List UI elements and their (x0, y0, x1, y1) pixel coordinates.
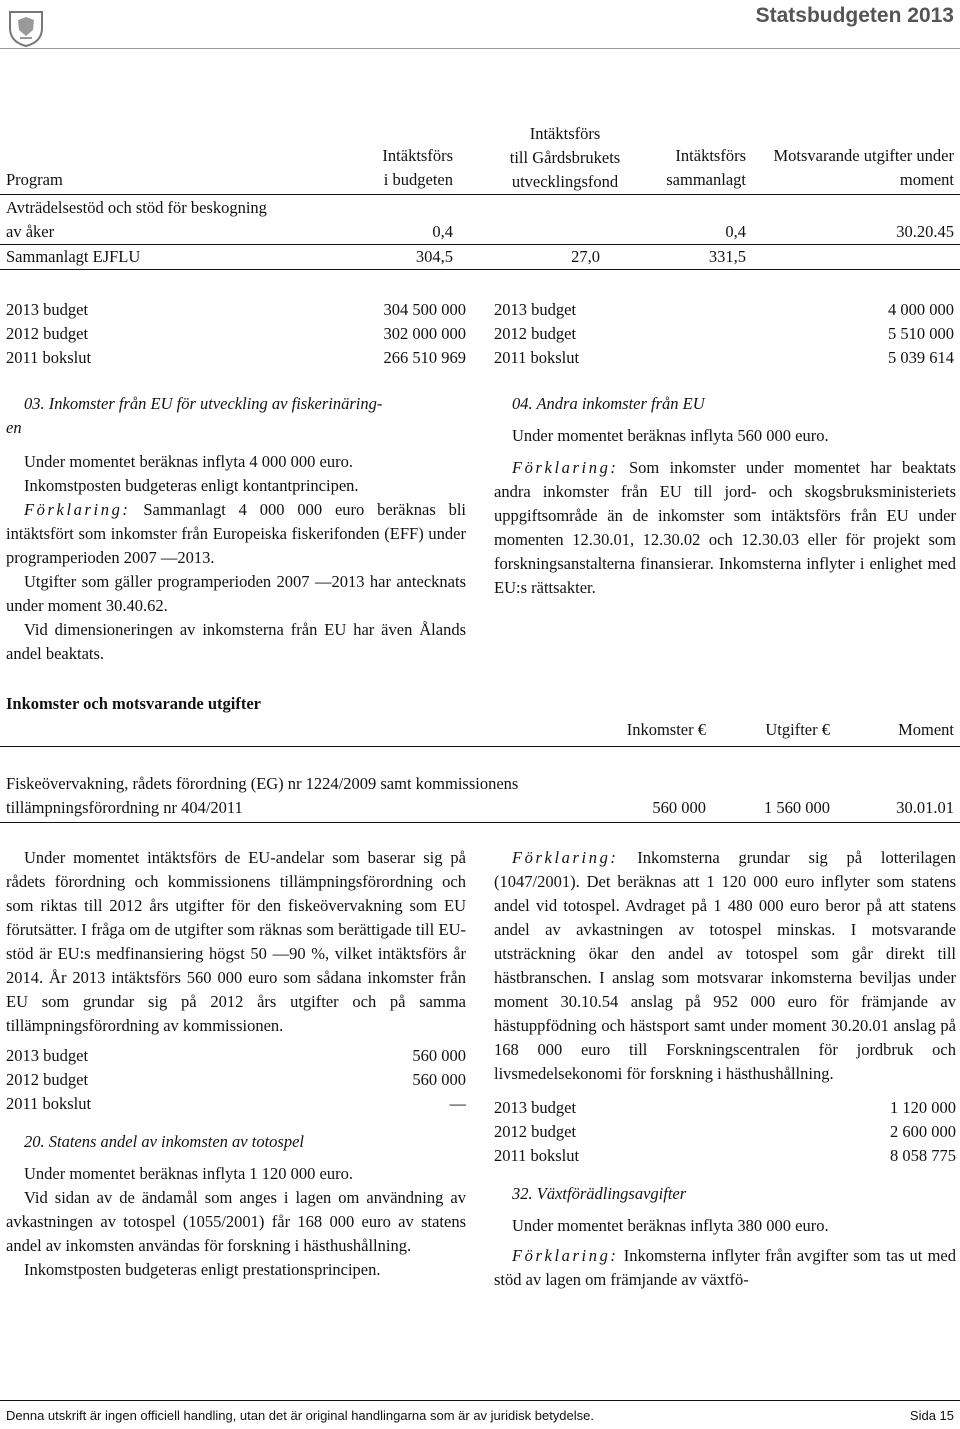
page-number: Sida 15 (909, 1408, 954, 1423)
paragraph: Under momentet beräknas inflyta 380 000 euro. (512, 1216, 829, 1235)
paragraph: Under momentet beräknas inflyta 4 000 000 euro. (24, 452, 353, 471)
table-rule (0, 194, 960, 195)
table-rule (0, 269, 960, 270)
coat-of-arms-logo (6, 8, 46, 48)
section-04 (494, 392, 956, 600)
col-fond-header: Intäktsförs till Gårdsbrukets utvecklingsfond (509, 124, 621, 191)
row-label: Avträdelsestöd och stöd för beskogning av åker (6, 198, 267, 241)
footer-rule (0, 1400, 960, 1401)
paragraph: Förklaring: Inkomsterna grundar sig på lotterilagen (1047/2001). Det beräknas att 1 120 000 euro inflyter som statens andel vid totospel. Avdraget på 1 480 000 euro beror på att statens andel av avkastningen av totospel minskas. I motsvarande utsträckning ökar den andel av totospel som går direkt till hästbranschen. I anslag som motsvarar inkomsterna beviljas under moment 30.10.54 anslag på 952 000 euro för främjande av hästuppfödning och hästsport samt under moment 30.20.01 anslag på 168 000 euro till Forskningscentralen för jordbruk och livsmedelsekonomi för forskning i hästhushållning. (494, 848, 956, 1083)
paragraph: Under momentet beräknas inflyta 560 000 euro. (512, 426, 829, 445)
table-rule (0, 822, 960, 823)
col-total-header: Intäktsförs sammanlagt (666, 146, 746, 189)
income-value: 560 000 (652, 798, 706, 817)
section-heading: 04. Andra inkomster från EU (512, 394, 705, 413)
col-program-header: Program (6, 170, 63, 189)
section-heading: 20. Statens andel av inkomsten av totospel (24, 1132, 304, 1151)
document-title: Statsbudgeten 2013 (755, 4, 954, 27)
paragraph: Förklaring: Inkomsterna inflyter från avgifter som tas ut med stöd av lagen om främjande av växtfö- (494, 1246, 956, 1289)
total-total: 331,5 (708, 247, 746, 266)
row-budget: 0,4 (432, 222, 453, 241)
paragraph: Förklaring: Som inkomster under momentet har beaktats andra inkomster från EU till jord- och skogsbruksministeriets uppgiftsområde än de inkomster som intäktsförs från EU under momenten 12.30.01, 12.30.02 och 12.30.03 eller för projekt som forskningsanstalterna finansierar. Inkomsterna inflyter i enlighet med EU:s rättsakter. (494, 458, 957, 597)
paragraph: Under momentet intäktsförs de EU-andelar som baserar sig på rådets förordning och kommissionens tillämpningsförordning och som riktas till 2012 års utgifter för den fiskeövervakning som EU förutsätter. I fråga om de utgifter som räknas som berättigade till EU-stöd är EU:s medfinansiering högst 50 —90 %, vilket intäktsförs år 2014. År 2013 intäktsförs 560 000 euro som sådana inkomster från EU som grundar sig på 2012 års utgifter och på samma tillämpningsförordning av kommissionen. (6, 848, 466, 1035)
row-moment: 30.20.45 (896, 222, 954, 241)
expense-value: 1 560 000 (764, 798, 830, 817)
total-budget: 304,5 (415, 247, 453, 266)
paragraph: Under momentet beräknas inflyta 1 120 000 euro. (24, 1164, 353, 1183)
section-heading: 32. Växtförädlingsavgifter (512, 1184, 687, 1203)
paragraph: Förklaring: Sammanlagt 4 000 000 euro beräknas bli intäktsfört som inkomster från Europeiska fiskerifonden (EFF) under programperioden 2007 —2013. (6, 500, 467, 567)
total-label: Sammanlagt EJFLU (6, 247, 141, 266)
section-heading: 03. Inkomster från EU för utveckling av fiskerinäring- (24, 394, 383, 413)
paragraph: Vid sidan av de ändamål som anges i lagen om användning av avkastningen av totospel (1055/2001) får 168 000 euro av statens andel av inkomsten användas för forskning i hästhushållning. (6, 1188, 466, 1255)
paragraph: Inkomstposten budgeteras enligt kontantprincipen. (24, 476, 359, 495)
col-income-header: Inkomster € (626, 720, 706, 739)
paragraph: Vid dimensioneringen av inkomsterna från EU har även Ålands andel beaktats. (6, 620, 466, 663)
budget-left-1: 2013 budget 304 500 000 2012 budget 302 000 000 2011 bokslut 266 510 969 (6, 300, 466, 367)
col-moment-header: Moment (898, 720, 954, 739)
budget-table: 2013 budget 560 000 2012 budget 560 000 2011 bokslut — (6, 1046, 466, 1113)
right-column-2 (494, 846, 956, 1292)
budget-right-1: 2013 budget 4 000 000 2012 budget 5 510 000 2011 bokslut 5 039 614 (494, 300, 954, 367)
income-table-title: Inkomster och motsvarande utgifter (6, 694, 261, 713)
table-rule (0, 746, 960, 747)
program-table (0, 122, 960, 270)
col-expense-header: Utgifter € (765, 720, 830, 739)
col-moment-header: Motsvarande utgifter under moment (773, 146, 954, 189)
total-fond: 27,0 (571, 247, 600, 266)
section-heading: en (6, 418, 22, 437)
paragraph: Inkomstposten budgeteras enligt prestationsprincipen. (24, 1260, 381, 1279)
header-rule (0, 48, 960, 49)
table-rule (0, 244, 960, 245)
budget-table: 2013 budget 1 120 000 2012 budget 2 600 000 2011 bokslut 8 058 775 (494, 1098, 956, 1165)
income-row-label: Fiskeövervakning, rådets förordning (EG) nr 1224/2009 samt kommissionens tillämpningsförordning nr 404/2011 (6, 774, 519, 817)
left-column-2 (6, 846, 466, 1282)
paragraph: Utgifter som gäller programperioden 2007 —2013 har antecknats under moment 30.40.62. (6, 572, 466, 615)
section-03 (6, 392, 466, 666)
moment-value: 30.01.01 (896, 798, 954, 817)
row-total: 0,4 (725, 222, 746, 241)
col-budget-header: Intäktsförs i budgeten (382, 146, 453, 189)
footer-disclaimer: Denna utskrift är ingen officiell handling, utan det är original handlingarna som är av juridisk betydelse. (6, 1408, 594, 1423)
